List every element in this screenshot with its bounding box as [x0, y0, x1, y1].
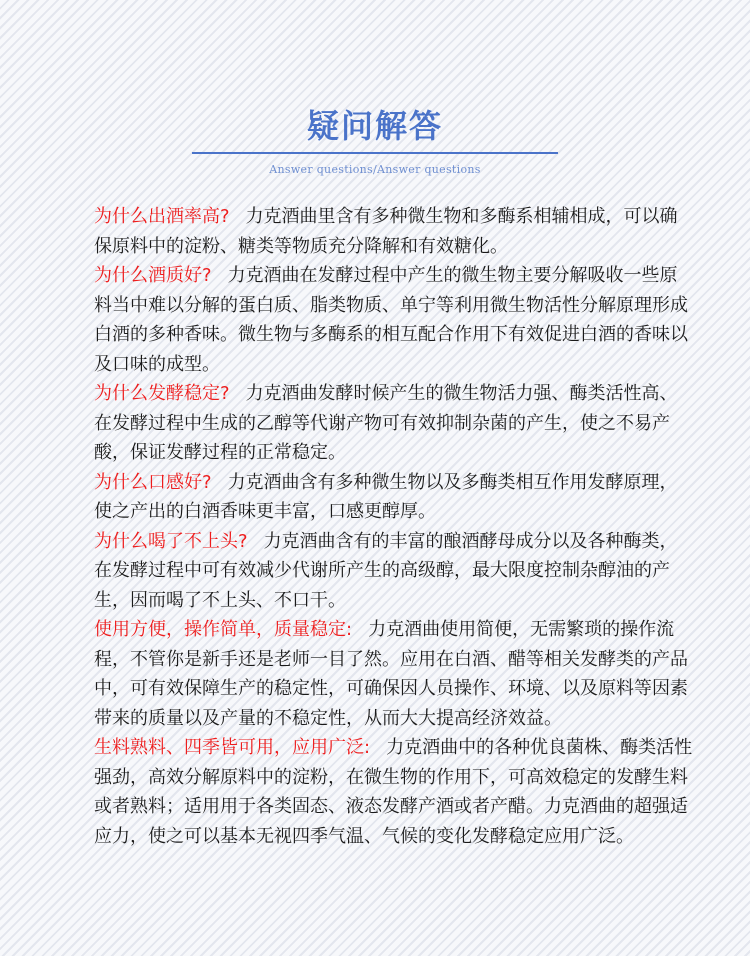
faq-question: 为什么酒质好? [94, 265, 212, 286]
faq-answer: 力克酒曲在发酵过程中产生的微生物主要分解吸收一些原料当中难以分解的蛋白质、脂类物质、单宁等利用微生物活性分解原理形成白酒的多种香味。微生物与多酶系的相互配合作用下有效促进白酒的香味以及口味的成型。 [94, 265, 688, 375]
faq-answer: 力克酒曲里含有多种微生物和多酶系相辅相成，可以确保原料中的淀粉、糖类等物质充分降解和有效糖化。 [94, 206, 678, 257]
faq-answer: 力克酒曲使用简便，无需繁琐的操作流程，不管你是新手还是老师一目了然。应用在白酒、醋等相关发酵类的产品中，可有效保障生产的稳定性，可确保因人员操作、环境、以及原料等因素带来的质量以及产量的不稳定性，从而大大提高经济效益。 [94, 619, 688, 729]
faq-item [94, 527, 694, 616]
faq-answer: 力克酒曲含有的丰富的酿酒酵母成分以及各种酶类，在发酵过程中可有效减少代谢所产生的高级醇，最大限度控制杂醇油的产生，因而喝了不上头、不口干。 [94, 530, 678, 611]
faq-item [94, 468, 694, 527]
faq-question: 为什么发酵稳定? [94, 383, 230, 404]
faq-item [94, 379, 694, 468]
faq-item [94, 615, 694, 733]
faq-question: 为什么口感好? [94, 471, 212, 493]
page-title: 疑问解答 [306, 107, 443, 145]
faq-question: 生料熟料、四季皆可用，应用广泛: [94, 737, 371, 758]
faq-answer: 力克酒曲含有多种微生物以及多酶类相互作用发酵原理，使之产出的白酒香味更丰富，口感更醇厚。 [94, 471, 678, 522]
faq-question: 使用方便，操作简单，质量稳定: [94, 619, 353, 640]
faq-answer: 力克酒曲中的各种优良菌株、酶类活性强劲，高效分解原料中的淀粉，在微生物的作用下，可高效稳定的发酵生料或者熟料；适用用于各类固态、液态发酵产酒或者产醋。力克酒曲的超强适应力，使之可以基本无视四季气温、气候的变化发酵稳定应用广泛。 [94, 737, 693, 847]
faq-list [94, 202, 694, 851]
faq-item [94, 202, 694, 261]
faq-answer: 力克酒曲发酵时候产生的微生物活力强、酶类活性高、在发酵过程中生成的乙醇等代谢产物可有效抑制杂菌的产生，使之不易产酸，保证发酵过程的正常稳定。 [94, 383, 678, 463]
title-divider [192, 152, 558, 154]
page-subtitle: Answer questions/Answer questions [269, 163, 481, 176]
faq-item [94, 733, 694, 851]
faq-question: 为什么喝了不上头? [94, 530, 248, 552]
faq-question: 为什么出酒率高? [94, 206, 230, 227]
header [0, 100, 750, 176]
faq-item [94, 261, 694, 379]
